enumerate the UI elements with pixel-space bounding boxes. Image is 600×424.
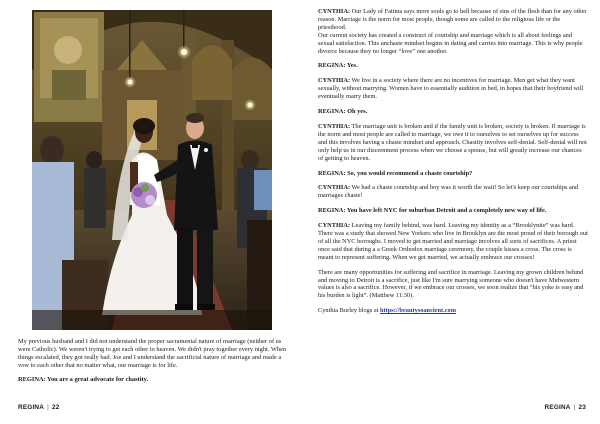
- cynthia-paragraph: [318, 77, 588, 101]
- regina-paragraph: [318, 62, 588, 70]
- folio-label-left: REGINA: [18, 404, 45, 411]
- paragraph-text: Oh yes.: [345, 108, 368, 116]
- speaker-label: CYNTHIA:: [318, 122, 351, 130]
- folio-number-right: 23: [578, 404, 586, 411]
- regina-paragraph: [318, 207, 588, 215]
- speaker-label: REGINA:: [318, 169, 346, 177]
- regina-paragraph: [318, 170, 588, 178]
- page-number-right: REGINA | 23: [544, 404, 586, 411]
- speaker-label: REGINA:: [318, 62, 346, 70]
- paragraph-text: We live in a society where there are no incentives for marriage. Men get what they want sexually, without marrying. Women have to essentially audition in bed, in hopes that their boyfriend will eventually marry them.: [318, 77, 584, 101]
- wedding-photo: [32, 10, 272, 330]
- caption-paragraph: My previous husband and I did not understand the proper sacramental nature of marriage (neither of us were Catholic). We weren't trying to get each other to heaven. We didn't pray together every night. When things escalated, they got really bad. Joe and I understand the sacrificial nature of marriage and made a vow to each other that no matter what, our marriage is for life.: [18, 338, 287, 369]
- cynthia-paragraph: [318, 184, 588, 200]
- interview-paragraphs: [318, 8, 588, 300]
- blog-link[interactable]: https://beautysoancient.com: [380, 307, 456, 315]
- byline: [318, 307, 588, 315]
- cynthia-paragraph: [318, 8, 588, 32]
- paragraph-text: Leaving my family behind, was hard. Leaving my identity as a “Brooklynite” was hard. There was a study that showed New Yorkers who live in Brooklyn are the most proud of their borough out of all the NYC boroughs. I moved to get married and marriage involves all sorts of sacrifices. A priest once said that during a a Greek Orthodox marriage ceremony, the couple kisses a cross. The cross is meant to represent suffering. When we get married, we actually embrace our crosses!: [318, 222, 588, 261]
- photo-caption-text: [18, 338, 290, 390]
- paragraph-text: Yes.: [345, 62, 358, 70]
- page-number-left: REGINA | 22: [18, 404, 60, 411]
- paragraph-text: So, you would recommend a chaste courtship?: [345, 169, 473, 177]
- speaker-label: CYNTHIA:: [318, 222, 351, 230]
- cynthia-paragraph: [318, 123, 588, 163]
- cynthia-paragraph: [318, 32, 588, 56]
- regina-question: REGINA: You are a great advocate for chastity.: [18, 376, 149, 383]
- byline-text: Cynthia Burley blogs at: [318, 307, 381, 315]
- speaker-label: CYNTHIA:: [318, 184, 351, 192]
- speaker-label: REGINA:: [318, 108, 346, 116]
- right-page: [300, 0, 600, 424]
- paragraph-text: The marriage unit is broken and if the family unit is broken, society is broken. If marriage is the norm and most people are called to marriage, we owe it to ourselves to set ourselves up for success and this involves having a chaste mindset and approach. Chastity involves self-denial. Self-denial will not only help us in our discernment process when we choose a spouse, but will greatly increase our chances of getting to heaven.: [318, 122, 587, 162]
- speaker-label: REGINA:: [318, 207, 346, 215]
- folio-label-right: REGINA: [544, 404, 571, 411]
- wedding-photo-illustration: [32, 10, 272, 330]
- cynthia-paragraph: [318, 222, 588, 262]
- cynthia-paragraph: [318, 269, 588, 301]
- paragraph-text: Our current society has created a construct of courtship and marriage which is all about feelings and sexual satisfaction. This unchaste mindset begins in dating and carries into marriage. This is why people divorce because they no longer “love” one another.: [318, 31, 583, 55]
- speaker-label: CYNTHIA:: [318, 77, 351, 85]
- speaker-label: CYNTHIA:: [318, 8, 351, 15]
- paragraph-text: There are many opportunities for suffering and sacrifice in marriage. Leaving my grown children behind and moving to Detroit is a sacrifice, just like I'm sure marrying someone who doesn't have Midwestern values is also a sacrifice. However, if we embrace our crosses, we soon realize that “his yoke is easy and his burden is light”. (Matthew 11:30).: [318, 268, 584, 300]
- paragraph-text: You have left NYC for suburban Detroit and a completely new way of life.: [345, 207, 547, 215]
- regina-paragraph: [318, 108, 588, 116]
- paragraph-text: Our Lady of Fatima says more souls go to hell because of sins of the flesh than for any other reason. Marriage is the norm for most people, though some are called to the religious life or the priesthood.: [318, 8, 587, 31]
- paragraph-text: We had a chaste courtship and boy was it worth the wait! So let's keep our courtships and marriages chaste!: [318, 184, 579, 200]
- interview-text: [318, 8, 588, 322]
- folio-number-left: 22: [51, 404, 60, 411]
